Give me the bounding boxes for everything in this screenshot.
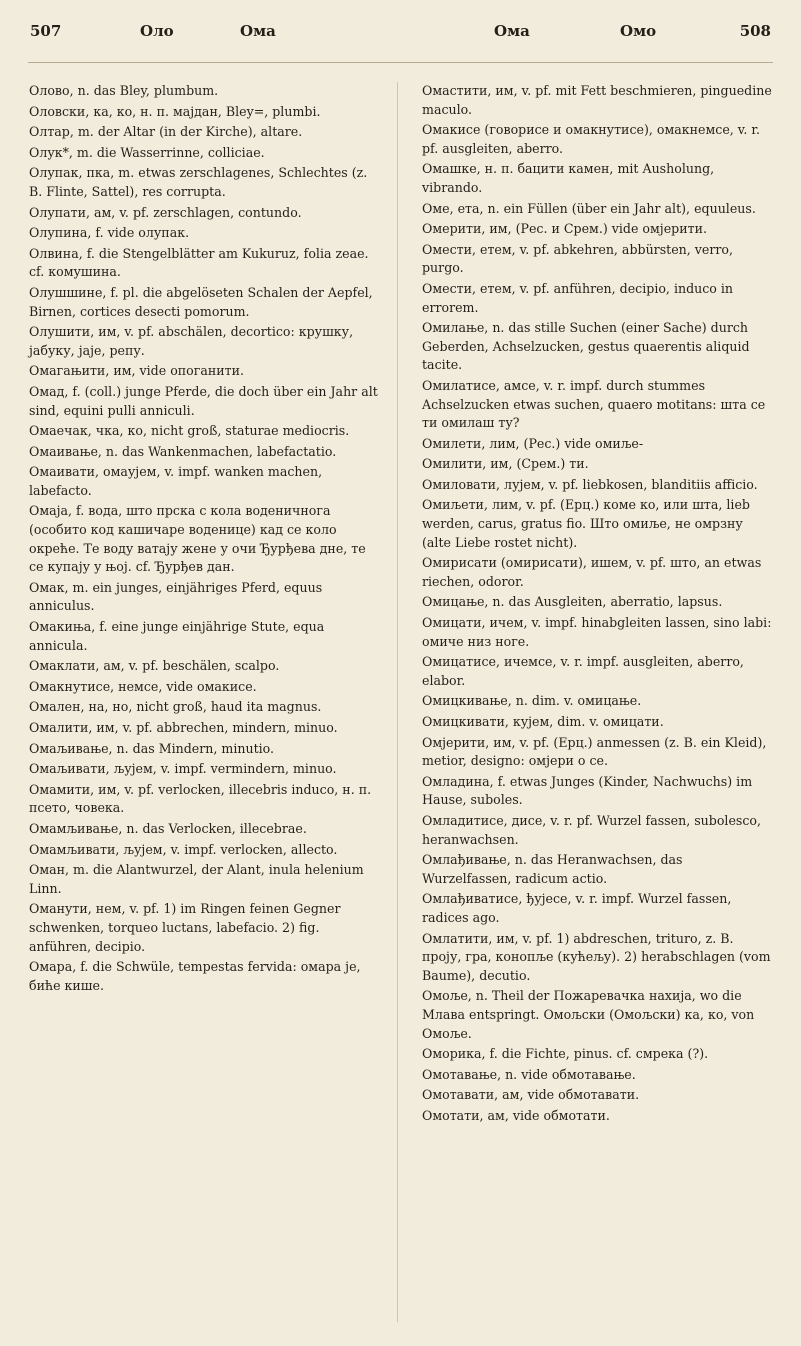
entry: Омилатисе, амсе, v. r. impf. durch stummes Achselzucken etwas suchen, quaero motitans: шта се ти омилаш ту? [422, 377, 766, 431]
entry: Омести, етем, v. pf. abkehren, abbürsten, verro, purgo. [422, 241, 733, 276]
guide-word-left-1: Оло [140, 22, 174, 40]
entry: Омаивати, омаујем, v. impf. wanken machen, labefacto. [29, 464, 323, 498]
entry: Омлађивање, n. das Heranwachsen, das Wurzelfassen, radicum actio. [422, 852, 683, 886]
page-number-left: 507 [30, 22, 62, 40]
entry: Омлатити, им, v. pf. 1) abdreschen, trituro, z. B. проју, гра, конопље (кућељу). 2) herabschlagen (vom Baume), decutio. [422, 930, 771, 983]
entry: Омад, f. (coll.) junge Pferde, die doch über ein Jahr alt sind, equini pulli anniculi. [29, 383, 378, 418]
entry: Олушшине, f. pl. die abgelöseten Schalen der Aepfel, Birnen, cortices desecti pomorum. [29, 284, 373, 319]
entry: Оман, m. die Alantwurzel, der Alant, inula helenium Linn. [29, 862, 364, 896]
entry: Омагањити, им, vide опоганити. [29, 363, 245, 379]
entry: Олово, n. das Bley, plumbum. [29, 83, 219, 98]
entry: Омаљивање, n. das Mindern, minutio. [29, 740, 275, 756]
left-column [29, 82, 384, 997]
page-header [30, 8, 771, 48]
entry: Омјерити, им, v. pf. (Ерц.) anmessen (z. B. ein Kleid), metior, designo: омјери о се. [422, 734, 767, 769]
page-number-right: 508 [739, 22, 771, 40]
header-rule [28, 62, 773, 63]
entry: Олтар, m. der Altar (in der Kirche), altare. [29, 124, 303, 140]
entry: Омаљивати, љујем, v. impf. vermindern, minuo. [29, 761, 337, 777]
entry: Омак, m. ein junges, einjähriges Pferd, equus anniculus. [29, 579, 323, 614]
entry: Омаклати, ам, v. pf. beschälen, scalpo. [29, 658, 280, 674]
guide-word-left-2: Ома [240, 22, 276, 40]
right-column [422, 82, 774, 1127]
entry: Омамљивати, љујем, v. impf. verlocken, allecto. [29, 841, 338, 857]
entry: Омицати, ичем, v. impf. hinabgleiten lassen, sino labi: омиче низ ноге. [422, 615, 772, 649]
entry: Омаивање, n. das Wankenmachen, labefactatio. [29, 443, 337, 459]
entry: Омашке, н. п. бацити камен, mit Ausholung, vibrando. [422, 161, 715, 195]
entry: Олвина, f. die Stengelblätter am Kukuruz, folia zeae. cf. комушина. [29, 245, 369, 280]
guide-word-right-2: Омо [620, 22, 657, 40]
entry: Омирисати (омирисати), ишем, v. pf. што, an etwas riechen, odoror. [422, 555, 762, 589]
entry: Омастити, им, v. pf. mit Fett beschmieren, pinguedine maculo. [422, 83, 772, 117]
entry: Омакиња, f. eine junge einjährige Stute, equa annicula. [29, 619, 325, 653]
entry: Омотавање, n. vide обмотавање. [422, 1066, 636, 1082]
entry: Омален, на, но, nicht groß, haud ita magnus. [29, 699, 322, 715]
entry: Олупина, f. vide олупак. [29, 225, 190, 241]
entry: Омотати, ам, vide обмотати. [422, 1107, 610, 1123]
entry: Омилање, n. das stille Suchen (einer Sache) durch Geberden, Achselzucken, gestus quaerentis aliquid tacite. [422, 320, 750, 373]
guide-word-right-1: Ома [494, 22, 530, 40]
entry: Омиловати, лујем, v. pf. liebkosen, blanditiis afficio. [422, 476, 758, 492]
entry: Омакисе (говорисе и омакнутисе), омакнемсе, v. r. pf. ausgleiten, aberro. [422, 122, 761, 156]
entry: Омалити, им, v. pf. abbrechen, mindern, minuo. [29, 720, 338, 735]
entry: Оманути, нем, v. pf. 1) im Ringen feinen Gegner schwenken, torqueo luctans, labefacio. 2) fig. anführen, decipio. [29, 901, 341, 954]
entry: Омладина, f. etwas Junges (Kinder, Nachwuchs) im Hause, suboles. [422, 773, 753, 808]
entry: Омести, етем, v. pf. anführen, decipio, induco in errorem. [422, 280, 734, 315]
entry: Омаечак, чка, ко, nicht groß, staturae mediocris. [29, 423, 350, 439]
entry: Омладитисе, дисе, v. r. pf. Wurzel fassen, subolesco, heranwachsen. [422, 812, 762, 847]
entry: Олупак, пка, m. etwas zerschlagenes, Schlechtes (z. B. Flinte, Sattel), res corrupta. [29, 165, 368, 199]
entry: Омицкивање, n. dim. v. омицање. [422, 693, 642, 709]
entry: Омицкивати, кујем, dim. v. омицати. [422, 714, 664, 729]
entry: Омлађиватисе, ђујесе, v. r. impf. Wurzel fassen, radices ago. [422, 891, 732, 925]
entry: Омиљети, лим, v. pf. (Ерц.) коме ко, или шта, lieb werden, carus, gratus fio. Што омиље, не омрзну (alte Liebe rostet nicht). [422, 497, 750, 550]
entry: Омицатисе, ичемсе, v. r. impf. ausgleiten, aberro, elabor. [422, 654, 744, 688]
entry: Омаја, f. вода, што прска с кола воденичнога (особито код кашичаре воденице) кад се коло окреће. Те воду ватају жене у очи Ђурђева дне, те се купају у њој. cf. Ђурђев дан. [29, 503, 366, 575]
entry: Олушити, им, v. pf. abschälen, decortico: крушку, јабуку, јаје, репу. [29, 324, 354, 358]
column-divider [397, 82, 398, 1322]
entry: Омоље, n. Theil der Пожаревачка нахија, wo die Млава entspringt. Омољски (Омољски) ка, ко, von Омоље. [422, 988, 755, 1041]
entry: Оме, ета, n. ein Füllen (über ein Jahr alt), equuleus. [422, 200, 756, 216]
entry: Оморика, f. die Fichte, pinus. cf. смрека (?). [422, 1046, 709, 1062]
entry: Оловски, ка, ко, н. п. мајдан, Bley=, plumbi. [29, 103, 321, 119]
entry: Омара, f. die Schwüle, tempestas fervida: омара је, биће кише. [29, 959, 361, 993]
entry: Олупати, ам, v. pf. zerschlagen, contundo. [29, 204, 302, 220]
entry: Омицање, n. das Ausgleiten, aberratio, lapsus. [422, 594, 723, 610]
entry: Омакнутисе, немсе, vide омакисе. [29, 678, 257, 694]
entry: Омилити, им, (Срем.) ти. [422, 456, 589, 472]
entry: Омерити, им, (Рес. и Срем.) vide омјерити. [422, 221, 707, 237]
entry: Омамљивање, n. das Verlocken, illecebrae. [29, 820, 307, 836]
entry: Олук*, m. die Wasserrinne, colliciae. [29, 144, 265, 160]
entry: Омилети, лим, (Рес.) vide омиље- [422, 435, 644, 451]
entry: Омотавати, ам, vide обмотавати. [422, 1087, 640, 1103]
entry: Омамити, им, v. pf. verlocken, illecebris induco, н. п. псето, човека. [29, 781, 372, 816]
